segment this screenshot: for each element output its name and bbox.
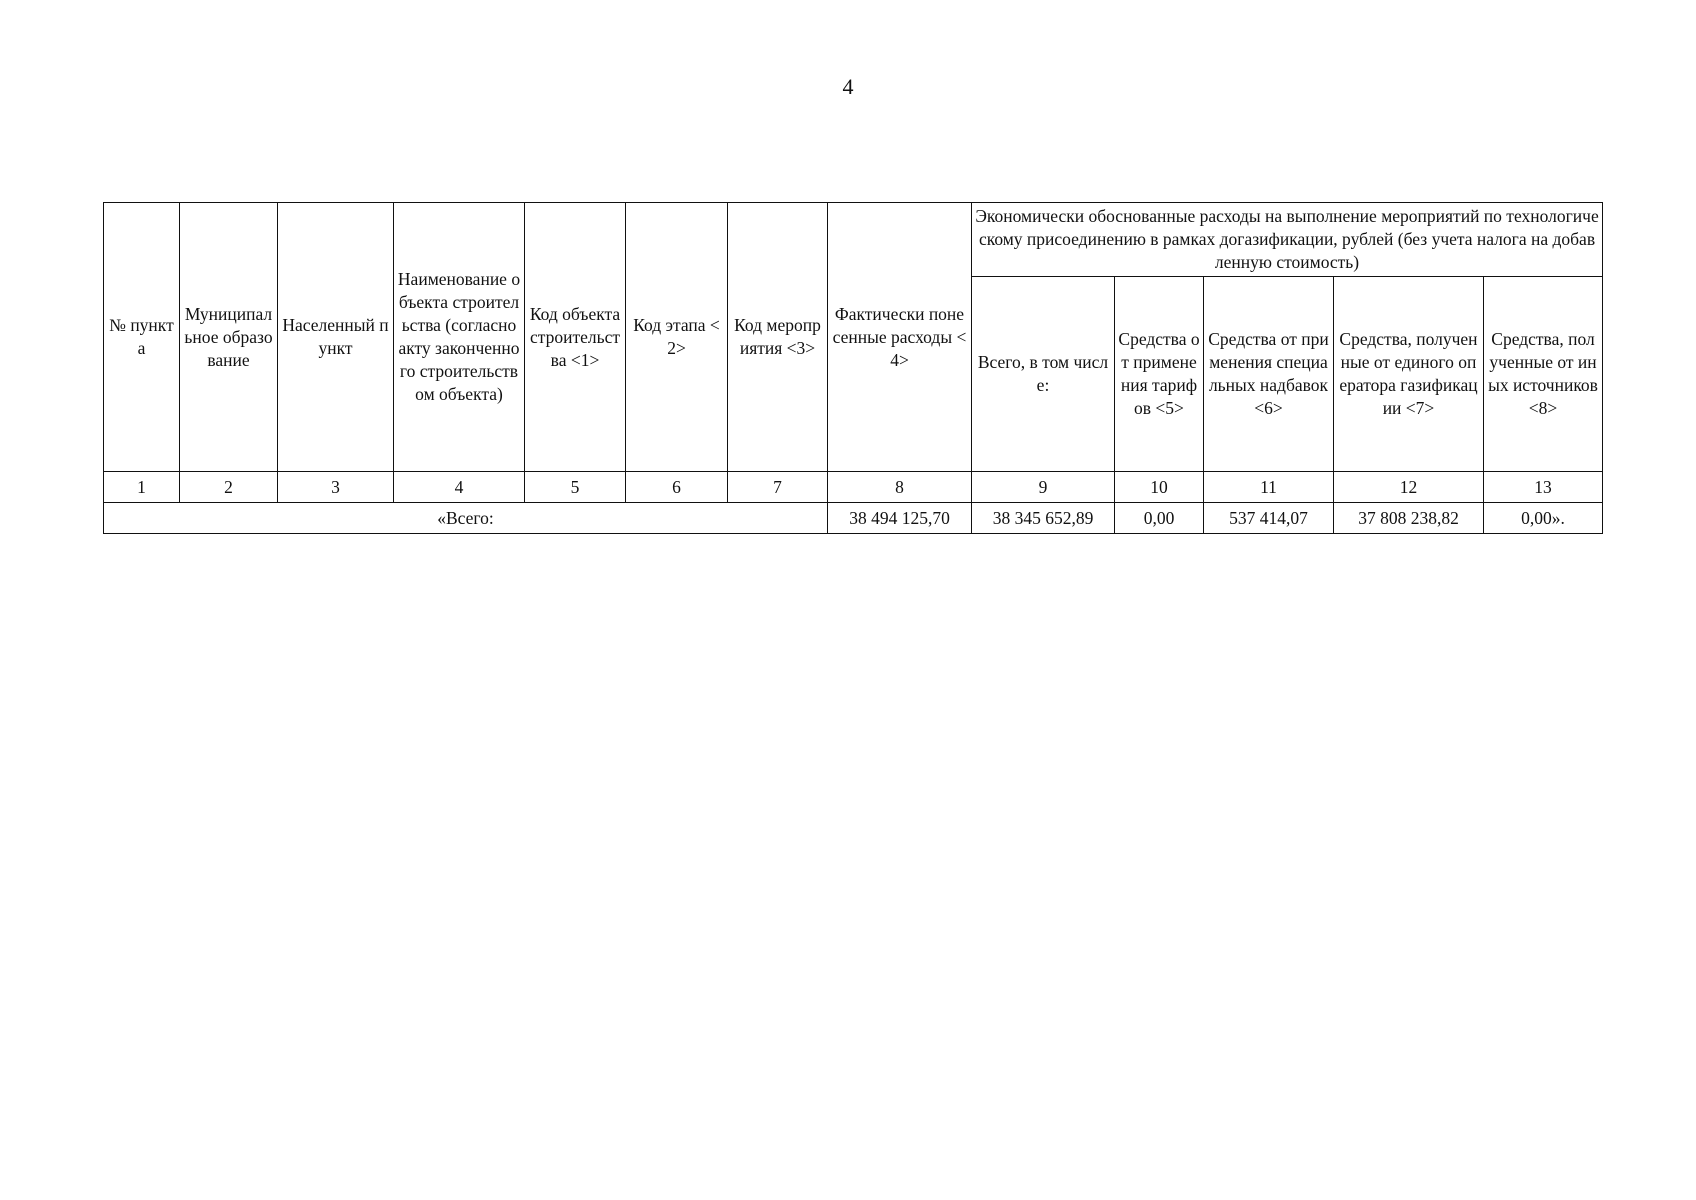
total-tariff-funds: 0,00 — [1115, 503, 1204, 534]
total-including: 38 345 652,89 — [972, 503, 1115, 534]
expenses-table — [103, 202, 1603, 534]
column-number: 2 — [180, 472, 278, 503]
header-measure-code: Код мероприятия <3> — [728, 203, 828, 472]
column-number: 9 — [972, 472, 1115, 503]
column-number-row — [104, 472, 1603, 503]
header-locality: Населенный пункт — [278, 203, 394, 472]
header-object-code: Код объекта строительства <1> — [525, 203, 626, 472]
total-label: «Всего: — [104, 503, 828, 534]
column-number: 11 — [1204, 472, 1334, 503]
header-gasification-operator-funds: Средства, полученные от единого оператора газификации <7> — [1334, 277, 1484, 472]
column-number: 5 — [525, 472, 626, 503]
column-number: 4 — [394, 472, 525, 503]
column-number: 13 — [1484, 472, 1603, 503]
column-number: 6 — [626, 472, 728, 503]
header-other-source-funds: Средства, полученные от иных источников <8> — [1484, 277, 1603, 472]
header-tariff-funds: Средства от применения тарифов <5> — [1115, 277, 1204, 472]
total-row — [104, 503, 1603, 534]
total-gasification-operator-funds: 37 808 238,82 — [1334, 503, 1484, 534]
total-actual-expenses: 38 494 125,70 — [828, 503, 972, 534]
header-actual-expenses: Фактически понесенные расходы <4> — [828, 203, 972, 472]
header-municipality: Муниципальное образование — [180, 203, 278, 472]
column-number: 8 — [828, 472, 972, 503]
header-object-name: Наименование объекта строительства (согласно акту законченного строительством объекта) — [394, 203, 525, 472]
column-number: 7 — [728, 472, 828, 503]
page-number: 4 — [842, 74, 854, 99]
header-total-including: Всего, в том числе: — [972, 277, 1115, 472]
header-stage-code: Код этапа <2> — [626, 203, 728, 472]
column-number: 1 — [104, 472, 180, 503]
total-other-source-funds: 0,00». — [1484, 503, 1603, 534]
column-number: 10 — [1115, 472, 1204, 503]
total-special-surcharge-funds: 537 414,07 — [1204, 503, 1334, 534]
header-row-top — [104, 203, 1603, 277]
column-number: 3 — [278, 472, 394, 503]
header-item-number: № пункта — [104, 203, 180, 472]
header-special-surcharge-funds: Средства от применения специальных надбавок <6> — [1204, 277, 1334, 472]
header-justified-expenses-group: Экономически обоснованные расходы на выполнение мероприятий по технологическому присоединению в рамках догазификации, рублей (без учета налога на добавленную стоимость) — [972, 203, 1603, 277]
column-number: 12 — [1334, 472, 1484, 503]
